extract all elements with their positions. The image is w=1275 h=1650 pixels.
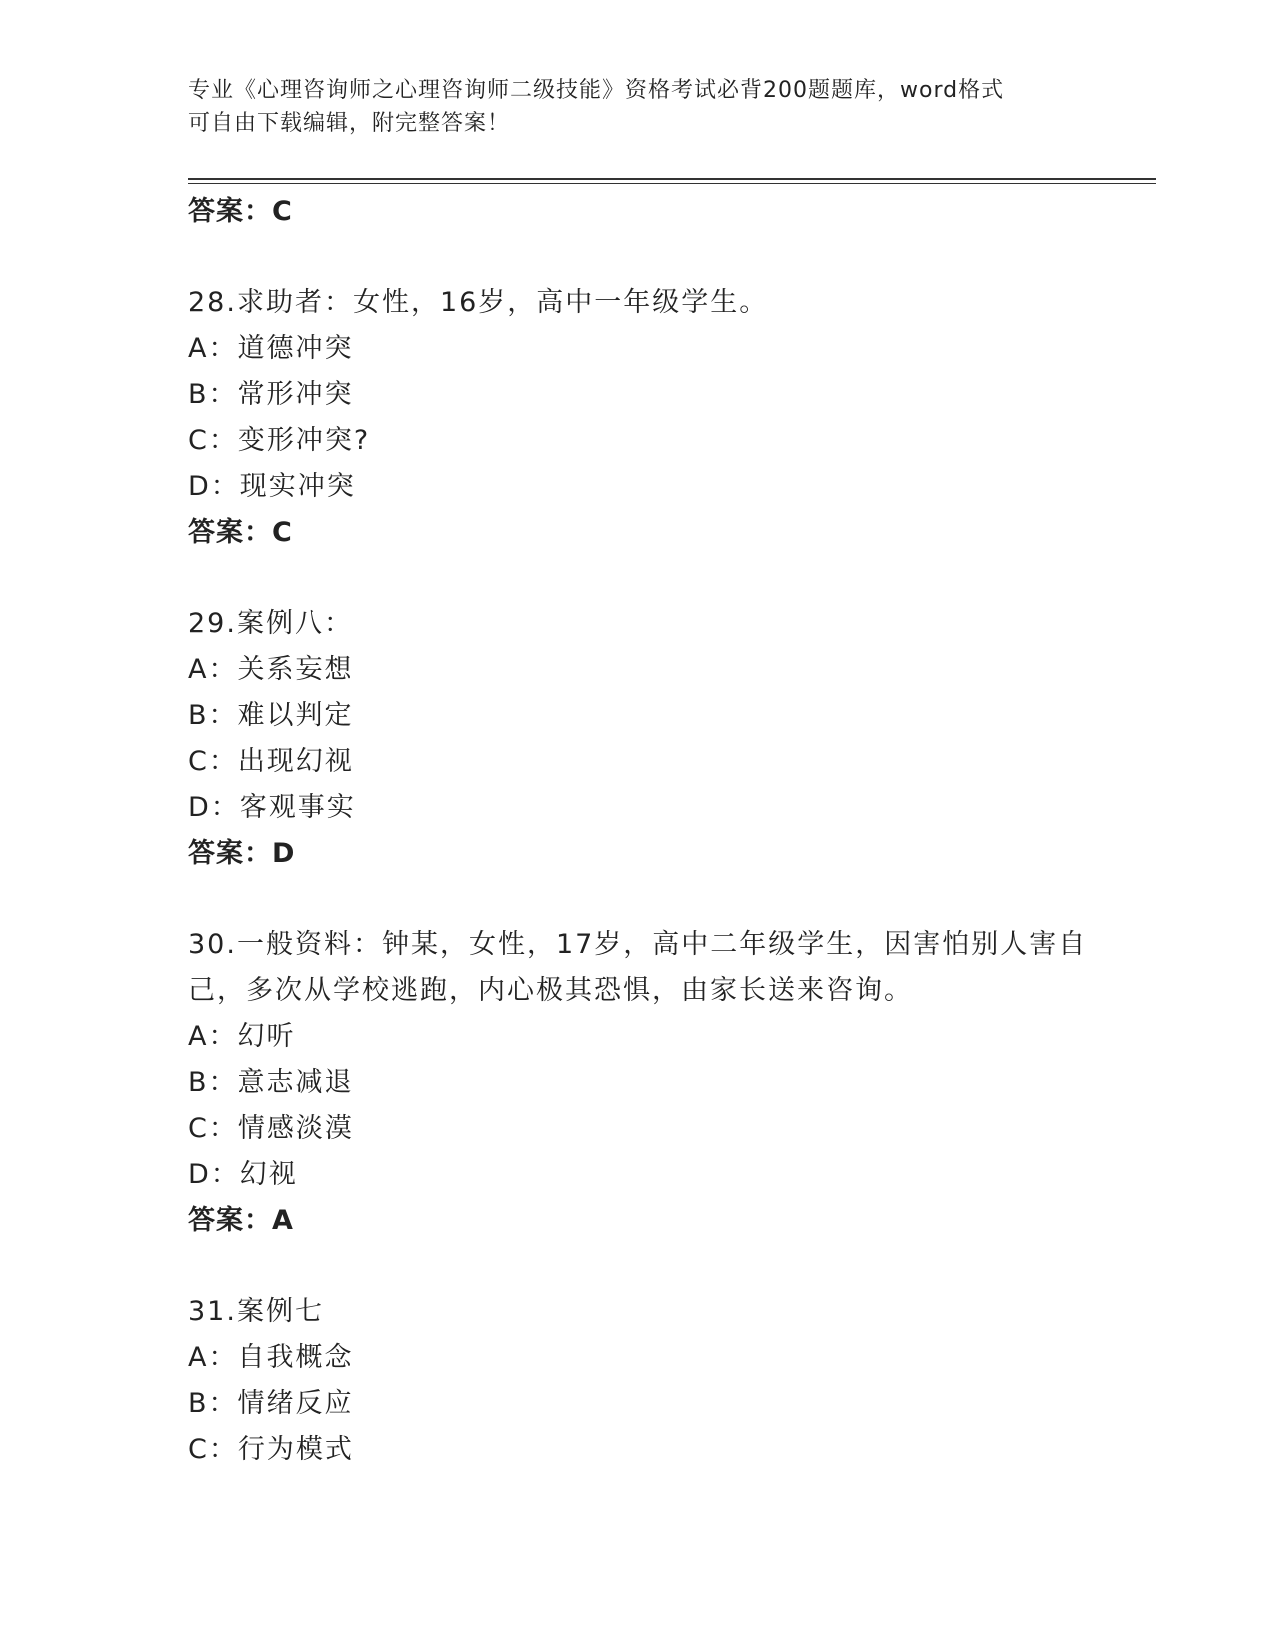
spacer [188, 556, 1088, 601]
option-d: D：客观事实 [188, 792, 356, 823]
option-b: B：意志减退 [188, 1067, 354, 1098]
header-divider-thick [188, 178, 1156, 180]
spacer [188, 235, 1088, 280]
header-title-line-1: 专业《心理咨询师之心理咨询师二级技能》资格考试必背200题题库，word格式 [188, 78, 1005, 103]
question-stem: 31.案例七 [188, 1296, 324, 1327]
option-c: C：行为模式 [188, 1434, 354, 1465]
header-divider-thin [188, 183, 1156, 184]
question-stem: 29.案例八： [188, 608, 353, 639]
question-stem-line-1: 30.一般资料：钟某，女性，17岁，高中二年级学生，因害怕别人害自 [188, 929, 1088, 960]
question-29 [188, 601, 1088, 877]
option-d: D：现实冲突 [188, 471, 356, 502]
option-c: C：变形冲突? [188, 425, 371, 456]
question-31 [188, 1289, 1088, 1473]
answer-line: 答案：C [188, 517, 293, 548]
option-a: A：关系妄想 [188, 654, 354, 685]
question-30 [188, 922, 1088, 1244]
option-a: A：自我概念 [188, 1342, 354, 1373]
option-b: B：常形冲突 [188, 379, 354, 410]
question-28 [188, 280, 1088, 556]
spacer [188, 877, 1088, 922]
option-d: D：幻视 [188, 1159, 298, 1190]
option-a: A：幻听 [188, 1021, 296, 1052]
question-stem: 28.求助者：女性，16岁，高中一年级学生。 [188, 287, 769, 318]
question-list [188, 189, 1088, 1473]
spacer [188, 1244, 1088, 1289]
option-c: C：情感淡漠 [188, 1113, 354, 1144]
question-stem-line-2: 己，多次从学校逃跑，内心极其恐惧，由家长送来咨询。 [188, 975, 913, 1006]
page-header [188, 74, 1088, 140]
option-a: A：道德冲突 [188, 333, 354, 364]
header-title-line-2: 可自由下载编辑，附完整答案！ [188, 111, 511, 136]
answer-line: 答案：D [188, 838, 296, 869]
answer-line: 答案：A [188, 1205, 294, 1236]
option-b: B：难以判定 [188, 700, 354, 731]
answer-line: 答案：C [188, 196, 293, 227]
option-c: C：出现幻视 [188, 746, 354, 777]
option-b: B：情绪反应 [188, 1388, 354, 1419]
